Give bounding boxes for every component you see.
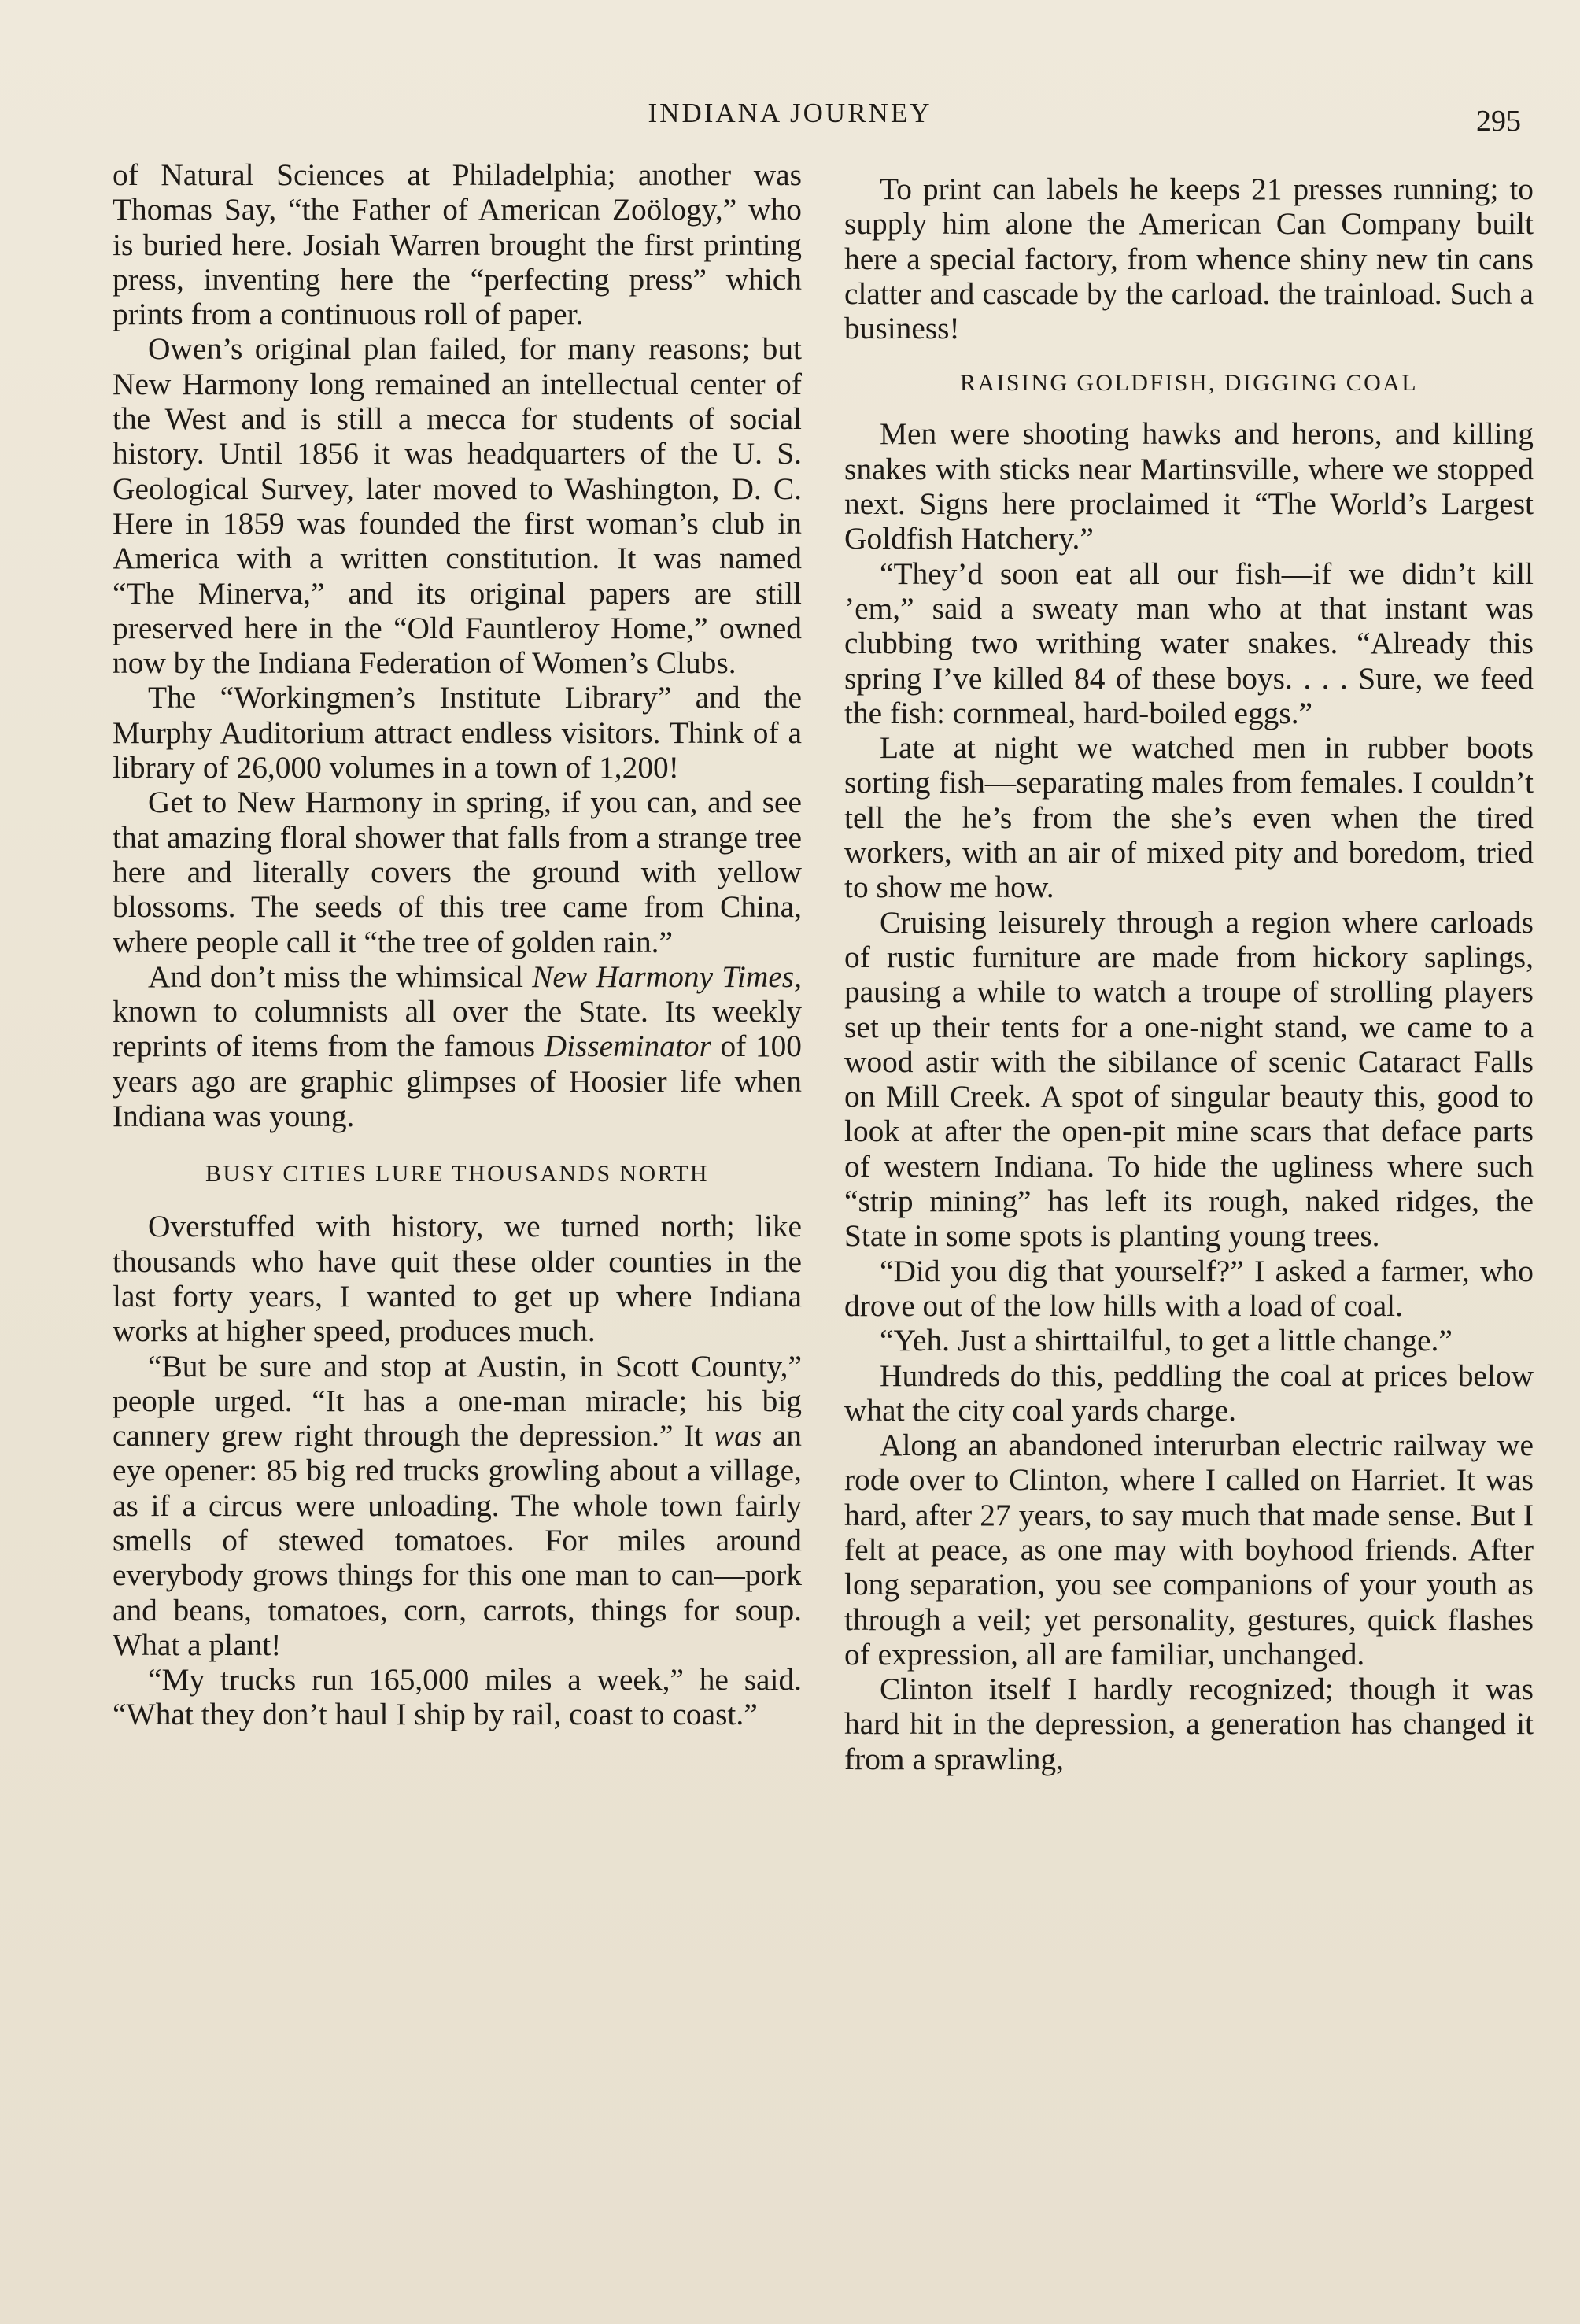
paragraph: Cruising leisurely through a region where carloads of rustic furniture are made from hickory saplings, pausing a while to watch a troupe of strolling players set up their tents for a one-night stand, we came to a wood astir with the sibilance of scenic Cataract Falls on Mill Creek. A spot of singular beauty this, good to look at after the open-pit mine scars that deface parts of western Indiana. To hide the ugliness where such “strip mining” has left its rough, naked ridges, the State in some spots is planting young trees. (844, 904, 1534, 1254)
paragraph: Along an abandoned interurban electric railway we rode over to Clinton, where I called on Harriet. It was hard, after 27 years, to say much that made sense. But I felt at peace, as one may with boyhood friends. After long separation, you see companions of your youth as through a veil; yet personality, gestures, quick flashes of expression, all are familiar, unchanged. (844, 1428, 1534, 1672)
paragraph: Owen’s original plan failed, for many reasons; but New Harmony long remained an intellectual center of the West and is still a mecca for students of social history. Until 1856 it was headquarters of the U. S. Geological Survey, later moved to Washington, D. C. Here in 1859 was founded the first woman’s club in America with a written constitution. It was named “The Minerva,” and its original papers are still preserved here in the “Old Fauntleroy Home,” owned now by the Indiana Federation of Women’s Clubs. (113, 331, 802, 681)
italic-title: New Harmony Times, (532, 959, 802, 994)
text-run: And don’t miss the whimsical (148, 959, 533, 994)
paragraph: To print can labels he keeps 21 presses running; to supply him alone the American Can Company built here a special factory, from whence shiny new tin cans clatter and cascade by the carload. the trainload. Such a business! (844, 172, 1534, 346)
paragraph: Overstuffed with history, we turned north; like thousands who have quit these older counties in the last forty years, I wanted to get up where Indiana works at higher speed, produces much. (113, 1209, 802, 1349)
right-column (844, 172, 1534, 1776)
running-head (0, 98, 1580, 137)
text-run: “But be sure and stop at Austin, in Scott County,” people urged. “It has a one-man miracle; his big cannery grew right through the depression.” It (113, 1348, 802, 1454)
paragraph: Hundreds do this, peddling the coal at prices below what the city coal yards charge. (844, 1358, 1534, 1428)
paragraph: “My trucks run 165,000 miles a week,” he said. “What they don’t haul I ship by rail, coast to coast.” (113, 1662, 802, 1732)
running-title: INDIANA JOURNEY (648, 98, 932, 128)
paragraph: “Did you dig that yourself?” I asked a farmer, who drove out of the low hills with a load of coal. (844, 1253, 1534, 1323)
section-heading: BUSY CITIES LURE THOUSANDS NORTH (205, 1161, 710, 1188)
paragraph (113, 959, 802, 1133)
paragraph: Clinton itself I hardly recognized; though it was hard hit in the depression, a generation has changed it from a sprawling, (844, 1672, 1534, 1776)
paragraph: Late at night we watched men in rubber boots sorting fish—separating males from females. I couldn’t tell the he’s from the she’s even when the tired workers, with an air of mixed pity and boredom, tried to show me how. (844, 730, 1534, 905)
paragraph: of Natural Sciences at Philadelphia; another was Thomas Say, “the Father of American Zoölogy,” who is buried here. Josiah Warren brought the first printing press, inventing here the “perfecting press” which prints from a continuous roll of paper. (113, 157, 802, 332)
italic-title: Disseminator (544, 1029, 711, 1064)
paragraph (113, 1349, 802, 1663)
paragraph: “Yeh. Just a shirttailful, to get a little change.” (880, 1323, 1453, 1358)
left-column (113, 157, 802, 1732)
paragraph: Get to New Harmony in spring, if you can, and see that amazing floral shower that falls from a strange tree here and literally covers the ground with yellow blossoms. The seeds of this tree came from China, where people call it “the tree of golden rain.” (113, 785, 802, 959)
text-run: known to columnists all over the State. Its weekly reprints of items from the famous (113, 994, 802, 1064)
text-run: an eye opener: 85 big red trucks growling about a village, as if a circus were unloading. The whole town fairly smells of stewed tomatoes. For miles around everybody grows things for this one man to can—pork and beans, tomatoes, corn, carrots, things for soup. What a plant! (113, 1418, 802, 1662)
italic-emphasis: was (713, 1418, 762, 1454)
paragraph: Men were shooting hawks and herons, and killing snakes with sticks near Martinsville, where we stopped next. Signs here proclaimed it “The World’s Largest Goldfish Hatchery.” (844, 416, 1534, 556)
page-number: 295 (1476, 105, 1521, 138)
section-heading: RAISING GOLDFISH, DIGGING COAL (960, 370, 1418, 397)
paragraph: “They’d soon eat all our fish—if we didn’t kill ’em,” said a sweaty man who at that instant was clubbing two writhing water snakes. “Already this spring I’ve killed 84 of these boys. . . . Sure, we feed the fish: cornmeal, hard-boiled eggs.” (844, 556, 1534, 730)
paragraph: The “Workingmen’s Institute Library” and the Murphy Auditorium attract endless visitors. Think of a library of 26,000 volumes in a town of 1,200! (113, 680, 802, 785)
text-run: of 100 years ago are graphic glimpses of Hoosier life when Indiana was young. (113, 1029, 802, 1134)
